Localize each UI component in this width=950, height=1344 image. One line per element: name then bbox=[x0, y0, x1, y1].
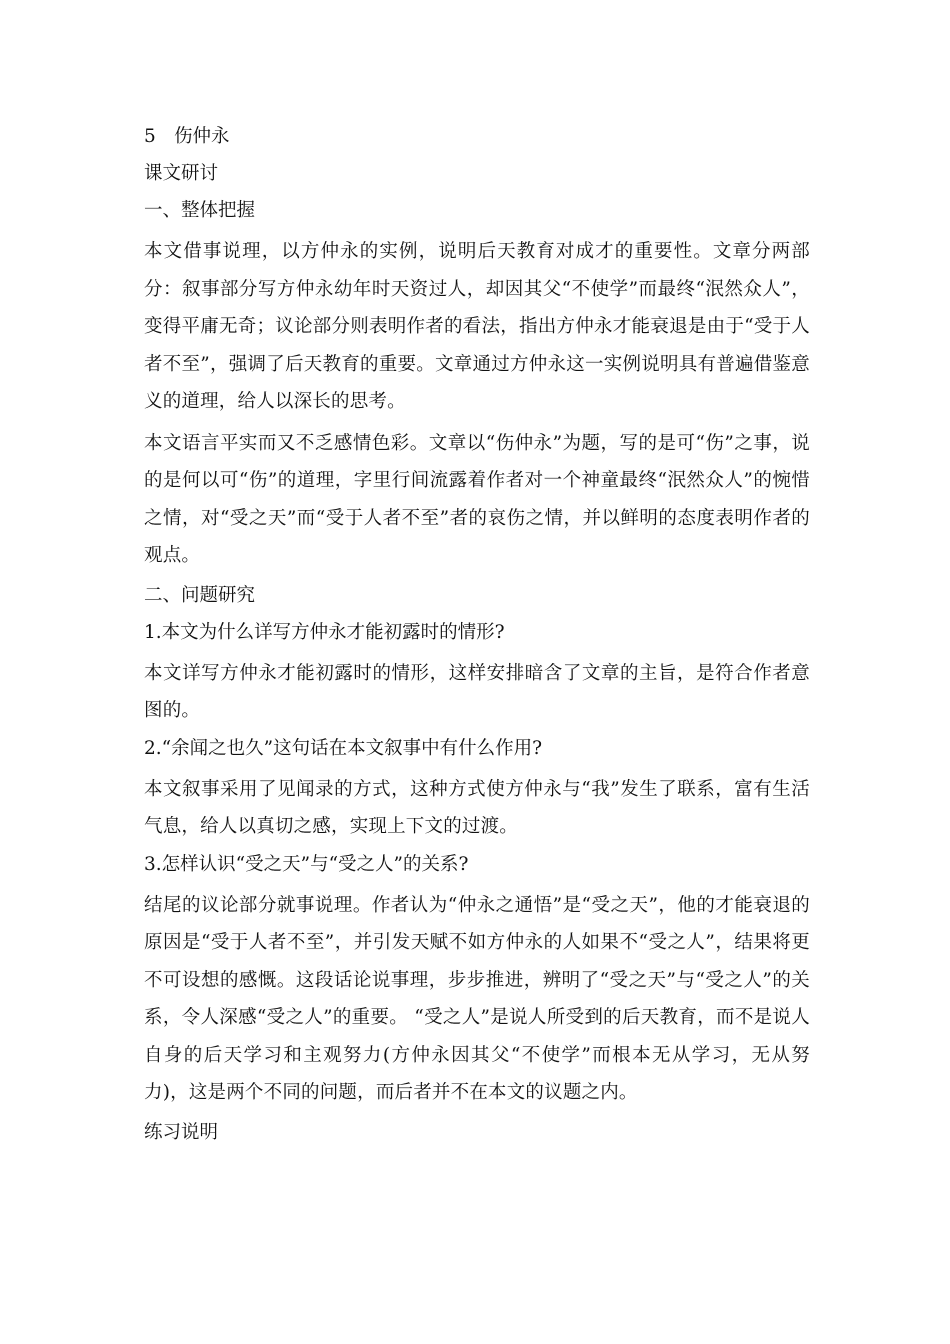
section-heading-exercise: 练习说明 bbox=[144, 1121, 219, 1143]
overall-paragraph-1: 本文借事说理，以方仲永的实例，说明后天教育对成才的重要性。文章分两部分：叙事部分写方仲永幼年时天资过人，却因其父“不使学”而最终“泯然众人”，变得平庸无奇；议论部分则表明作者的看法，指出方仲永才能衰退是由于“受于人者不至”，强调了后天教育的重要。文章通过方仲永这一实例说明具有普遍借鉴意义的道理，给人以深长的思考。 bbox=[144, 241, 810, 412]
question-1: 1.本文为什么详写方仲永才能初露时的情形? bbox=[144, 621, 505, 643]
answer-3: 结尾的议论部分就事说理。作者认为“仲永之通悟”是“受之天”，他的才能衰退的原因是“受于人者不至”，并引发天赋不如方仲永的人如果不“受之人”，结果将更不可设想的感慨。这段话论说事理，步步推进，辨明了“受之天”与“受之人”的关系，令人深感“受之人”的重要。 “受之人”是说人所受到的后天教育，而不是说人自身的后天学习和主观努力(方仲永因其父“不使学”而根本无从学习，无从努力)，这是两个不同的问题，而后者并不在本文的议题之内。 bbox=[144, 894, 810, 1103]
question-3: 3.怎样认识“受之天”与“受之人”的关系? bbox=[144, 853, 469, 875]
document-page bbox=[144, 122, 810, 1147]
question-2: 2.“余闻之也久”这句话在本文叙事中有什么作用? bbox=[144, 737, 542, 759]
lesson-title bbox=[144, 122, 810, 151]
answer-1: 本文详写方仲永才能初露时的情形，这样安排暗含了文章的主旨，是符合作者意图的。 bbox=[144, 662, 810, 721]
answer-2: 本文叙事采用了见闻录的方式，这种方式使方仲永与“我”发生了联系，富有生活气息，给人以真切之感，实现上下文的过渡。 bbox=[144, 778, 810, 837]
section-heading-study: 课文研讨 bbox=[144, 163, 219, 184]
lesson-title-text: 伤仲永 bbox=[174, 126, 230, 147]
lesson-number: 5 bbox=[144, 126, 156, 147]
overall-paragraph-2: 本文语言平实而又不乏感情色彩。文章以“伤仲永”为题，写的是可“伤”之事，说的是何以可“伤”的道理，字里行间流露着作者对一个神童最终“泯然众人”的惋惜之情，对“受之天”而“受于人者不至”者的哀伤之情，并以鲜明的态度表明作者的观点。 bbox=[144, 432, 810, 566]
section-heading-overall: 一、整体把握 bbox=[144, 200, 256, 221]
section-heading-questions: 二、问题研究 bbox=[144, 584, 256, 606]
